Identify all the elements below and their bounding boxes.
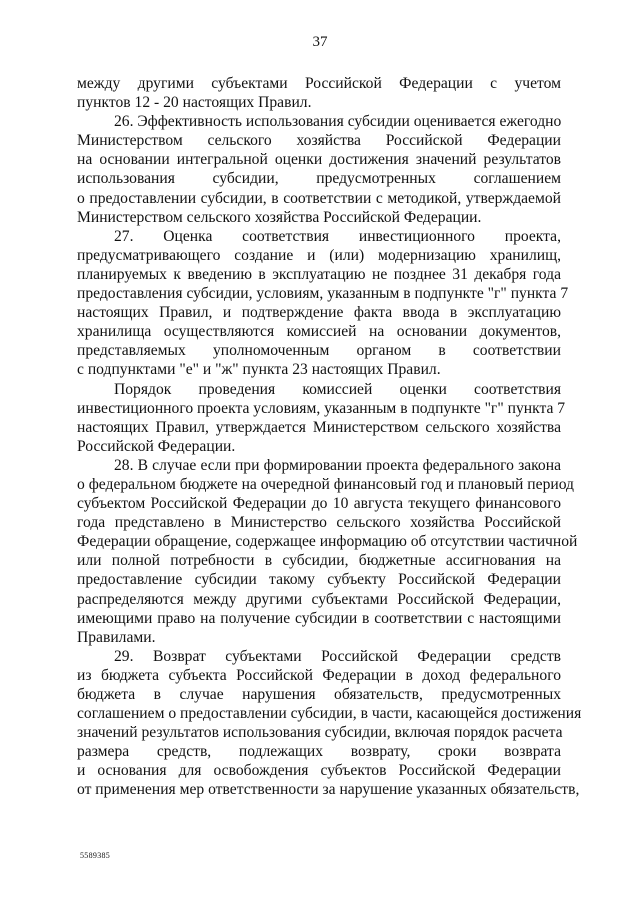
document-id: 5589385 <box>80 851 111 860</box>
paragraph-27-procedure <box>77 380 566 456</box>
text-line: или полной потребности в субсидии, бюджетные ассигнования на <box>77 552 561 570</box>
page-number: 37 <box>312 34 328 50</box>
text-line: 29. Возврат субъектами Российской Федерации средств <box>114 647 561 665</box>
text-line: 27. Оценка соответствия инвестиционного проекта, <box>114 227 561 245</box>
text-line: распределяются между другими субъектами Российской Федерации, <box>77 590 561 608</box>
text-line: пунктов 12 - 20 настоящих Правил. <box>77 94 312 112</box>
text-line: соглашением о предоставлении субсидии, в части, касающейся достижения <box>77 705 582 723</box>
paragraph-continuation <box>77 74 561 112</box>
paragraph-29 <box>77 647 582 800</box>
text-line: и основания для освобождения субъектов Российской Федерации <box>77 762 561 780</box>
text-line: 28. В случае если при формировании проекта федерального закона <box>114 456 561 474</box>
text-line: Порядок проведения комиссией оценки соответствия <box>114 380 561 398</box>
text-line: предоставления субсидии, условиям, указанным в подпункте "г" пункта 7 <box>77 285 569 303</box>
text-line: имеющими право на получение субсидии в соответствии с настоящими <box>77 609 561 627</box>
text-line: хранилища осуществляются комиссией на основании документов, <box>77 323 561 341</box>
text-line: бюджета в случае нарушения обязательств, предусмотренных <box>77 686 561 703</box>
paragraph-26 <box>77 112 561 227</box>
text-line: от применения мер ответственности за нарушение указанных обязательств, <box>77 781 580 799</box>
text-line: представляемых уполномоченным органом в соответствии <box>77 342 561 360</box>
text-line: о предоставлении субсидии, в соответствии с методикой, утверждаемой <box>77 189 561 207</box>
paragraph-28 <box>77 456 578 647</box>
text-line: использования субсидии, предусмотренных соглашением <box>77 170 561 188</box>
text-line: между другими субъектами Российской Федерации с учетом <box>77 75 561 92</box>
document-body <box>77 74 582 800</box>
text-line: настоящих Правил, утверждается Министерством сельского хозяйства <box>77 418 561 436</box>
text-line: Правилами. <box>77 628 156 646</box>
text-line: из бюджета субъекта Российской Федерации в доход федерального <box>77 666 561 684</box>
text-line: на основании интегральной оценки достижения значений результатов <box>77 151 561 169</box>
text-line: субъектом Российской Федерации до 10 августа текущего финансового <box>77 495 561 513</box>
text-line: настоящих Правил, и подтверждение факта ввода в эксплуатацию <box>77 304 561 322</box>
text-line: предоставление субсидии такому субъекту Российской Федерации <box>77 571 561 589</box>
text-line: Российской Федерации. <box>77 437 236 455</box>
text-line: 26. Эффективность использования субсидии оценивается ежегодно <box>114 113 562 131</box>
text-line: инвестиционного проекта условиям, указанным в подпункте "г" пункта 7 <box>77 399 566 417</box>
text-line: планируемых к введению в эксплуатацию не позднее 31 декабря года <box>77 265 561 283</box>
text-line: значений результатов использования субсидии, включая порядок расчета <box>77 724 563 742</box>
text-line: с подпунктами "е" и "ж" пункта 23 настоящих Правил. <box>77 361 441 379</box>
text-line: предусматривающего создание и (или) модернизацию хранилищ, <box>77 246 561 264</box>
text-line: о федеральном бюджете на очередной финансовый год и плановый период <box>77 475 574 493</box>
text-line: Министерством сельского хозяйства Российской Федерации. <box>77 208 482 226</box>
text-line: размера средств, подлежащих возврату, сроки возврата <box>77 743 561 761</box>
text-line: Федерации обращение, содержащее информацию об отсутствии частичной <box>77 533 578 551</box>
paragraph-27 <box>77 227 569 380</box>
text-line: Министерством сельского хозяйства Российской Федерации <box>77 132 561 150</box>
text-line: года представлено в Министерство сельского хозяйства Российской <box>77 514 561 532</box>
